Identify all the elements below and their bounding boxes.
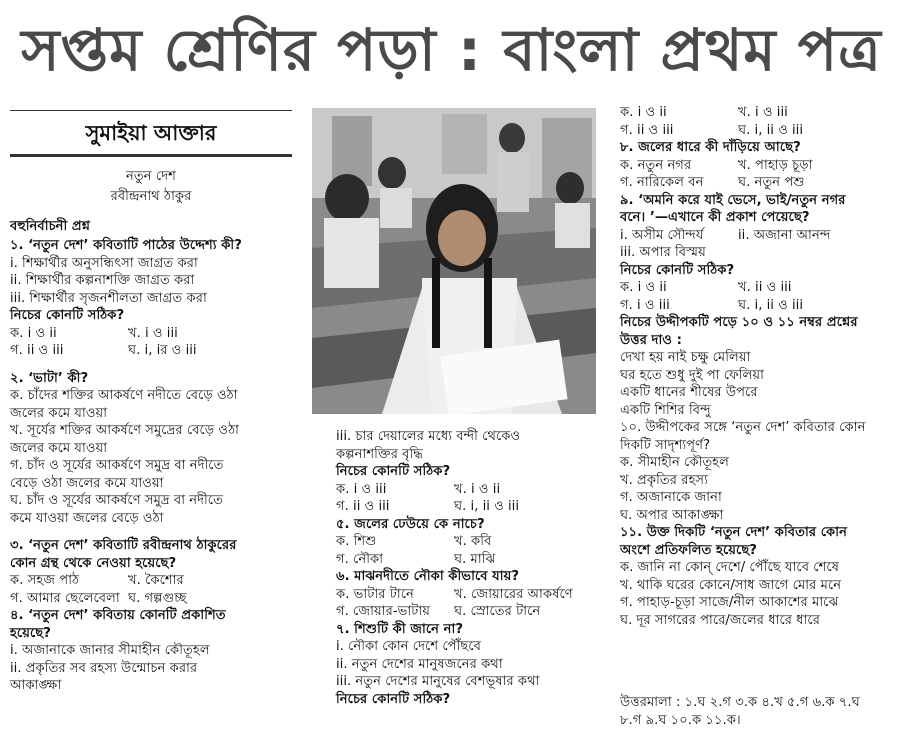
text-line: ক. সীমাহীন কৌতূহল bbox=[620, 455, 730, 470]
option-text: গ. জোয়ার-ভাটায় bbox=[336, 604, 431, 619]
question-line: ৯. ‘অমনি করে যাই ভেসে, ভাই/নতুন নগর bbox=[620, 192, 846, 208]
text-line: আকাঙ্ক্ষা bbox=[10, 678, 62, 693]
text-line bbox=[10, 527, 300, 537]
text-line: দিকটি সাদৃশ্যপূর্ণ? bbox=[620, 437, 711, 453]
text-line: i. নৌকা কোন দেশে পৌঁছবে bbox=[336, 639, 482, 654]
option-text: ঘ. i, ii ও iii bbox=[738, 297, 803, 313]
option-text: ii. অজানা আনন্দ bbox=[738, 227, 831, 243]
column-3-questions bbox=[620, 104, 900, 629]
option-text: ঘ. স্রোতের টানে bbox=[454, 604, 541, 619]
text-line: কমে যাওয়া জলের বেড়ে ওঠা bbox=[10, 510, 164, 526]
text-line: ক. জানি না কোন্ দেশে/ পৌঁছে যাবে শেষে bbox=[620, 560, 839, 575]
option-row bbox=[620, 297, 900, 315]
option-row bbox=[336, 551, 606, 569]
poet-name: রবীন্দ্রনাথ ঠাকুর bbox=[110, 189, 192, 204]
text-line: iii. অপার বিস্ময় bbox=[620, 245, 706, 260]
text-line: একটি শিশির বিন্দু bbox=[620, 402, 711, 418]
option-row bbox=[620, 174, 900, 192]
column-1-questions bbox=[10, 237, 300, 695]
question-line: ১. ‘নতুন দেশ’ কবিতাটি পাঠের উদ্দেশ্য কী? bbox=[10, 238, 242, 253]
exam-hall-photo bbox=[312, 108, 596, 414]
author-name: সুমাইয়া আক্তার bbox=[85, 121, 217, 145]
text-line: গ. চাঁদ ও সূর্যের আকর্ষণে সমুদ্র বা নদীতে bbox=[10, 458, 224, 473]
text-line: খ. প্রকৃতির রহস্য bbox=[620, 472, 708, 488]
question-line: উত্তর দাও : bbox=[620, 332, 682, 348]
option-text: গ. ii ও iii bbox=[620, 122, 674, 138]
text-line: ঘ. অপার আকাঙ্ক্ষা bbox=[620, 507, 724, 523]
option-row bbox=[10, 572, 300, 590]
text-line: জলের কমে যাওয়া bbox=[10, 405, 108, 421]
text-line: ঘ. চাঁদ ও সূর্যের আকর্ষণে সমুদ্র বা নদীতে bbox=[10, 493, 223, 508]
option-text: খ. i ও iii bbox=[738, 105, 788, 120]
option-row bbox=[10, 590, 300, 608]
option-text: ক. i ও ii bbox=[10, 325, 57, 341]
option-text: গ. i ও iii bbox=[620, 297, 670, 313]
text-line: ১০. উদ্দীপকের সঙ্গে ‘নতুন দেশ’ কবিতার কোন bbox=[620, 420, 866, 435]
poem-title: নতুন দেশ bbox=[126, 169, 176, 184]
text-line: ঘর হতে শুধু দুই পা ফেলিয়া bbox=[620, 367, 764, 383]
option-text: খ. পাহাড় চূড়া bbox=[738, 157, 813, 173]
option-row bbox=[10, 325, 300, 343]
option-text: খ. i ও iii bbox=[128, 325, 178, 341]
option-text: ক. ভাটার টানে bbox=[336, 586, 414, 602]
question-line: নিচের কোনটি সঠিক? bbox=[10, 308, 125, 323]
question-line: নিচের উদ্দীপকটি পড়ে ১০ ও ১১ নম্বর প্রশ্নের bbox=[620, 315, 858, 330]
option-text: ক. নতুন নগর bbox=[620, 157, 692, 173]
text-line: খ. সূর্যের শক্তির আকর্ষণে সমুদ্রের বেড়ে ওঠা bbox=[10, 423, 239, 438]
section-heading: বহুনির্বাচনী প্রশ্ন bbox=[10, 219, 91, 234]
option-text: ক. i ও ii bbox=[620, 280, 667, 295]
text-line: গ. পাহাড়-চূড়া সাজে/নীল আকাশের মাঝে bbox=[620, 595, 839, 610]
option-text: ক. i ও ii bbox=[620, 105, 667, 120]
text-line: i. অজানাকে জানার সীমাহীন কৌতূহল bbox=[10, 643, 210, 658]
text-line: ii. নতুন দেশের মানুষজনের কথা bbox=[336, 656, 503, 672]
text-line: কল্পনাশক্তির বৃদ্ধি bbox=[336, 446, 423, 462]
text-line: জলের কমে যাওয়া bbox=[10, 440, 108, 456]
question-line: ৭. শিশুটি কী জানে না? bbox=[336, 621, 463, 637]
option-text: খ. ii ও iii bbox=[738, 280, 792, 295]
author-top-rule bbox=[10, 110, 292, 111]
text-line: ii. প্রকৃতির সব রহস্য উন্মোচন করার bbox=[10, 660, 198, 676]
option-text: ঘ. i, ii ও iii bbox=[454, 499, 519, 514]
option-row bbox=[336, 498, 606, 516]
question-line: ১১. উক্ত দিকটি ‘নতুন দেশ’ কবিতার কোন bbox=[620, 525, 847, 540]
option-row bbox=[336, 603, 606, 621]
option-text: গ. নৌকা bbox=[336, 551, 384, 567]
option-row bbox=[10, 342, 300, 360]
question-line: ৮. জলের ধারে কী দাঁড়িয়ে আছে? bbox=[620, 140, 801, 155]
option-text: গ. নারিকেল বন bbox=[620, 175, 704, 190]
question-line: কোন গ্রন্থ থেকে নেওয়া হয়েছে? bbox=[10, 555, 177, 571]
page-title: সপ্তম শ্রেণির পড়া : বাংলা প্রথম পত্র bbox=[21, 16, 882, 84]
option-row bbox=[620, 227, 900, 245]
option-text: খ. কৈশোর bbox=[128, 573, 184, 588]
option-row bbox=[620, 104, 900, 122]
option-text: ঘ. i, iর ও iii bbox=[128, 343, 197, 358]
question-line: নিচের কোনটি সঠিক? bbox=[336, 691, 451, 707]
question-line: ৪. ‘নতুন দেশ’ কবিতায় কোনটি প্রকাশিত bbox=[10, 608, 226, 623]
text-line: বেড়ে ওঠা জলের কমে যাওয়া bbox=[10, 475, 164, 491]
option-text: গ. আমার ছেলেবেলা bbox=[10, 590, 120, 606]
option-row bbox=[336, 481, 606, 499]
question-line: নিচের কোনটি সঠিক? bbox=[620, 262, 735, 278]
text-line: ঘ. দূর সাগরের পারে/জলের ধারে ধারে bbox=[620, 612, 820, 628]
text-line bbox=[10, 360, 300, 370]
question-line: ৫. জলের ঢেউয়ে কে নাচে? bbox=[336, 516, 485, 532]
text-line: একটি ধানের শীষের উপরে bbox=[620, 385, 758, 400]
option-text: ঘ. গল্পগুচ্ছ bbox=[128, 590, 187, 606]
option-text: খ. জোয়ারের আকর্ষণে bbox=[454, 586, 573, 602]
option-row bbox=[620, 279, 900, 297]
option-row bbox=[336, 586, 606, 604]
text-line: iii. নতুন দেশের মানুষের বেশভূষার কথা bbox=[336, 674, 540, 689]
text-line: ii. শিক্ষার্থীর কল্পনাশক্তি জাগ্রত করা bbox=[10, 273, 195, 288]
option-text: ক. সহজ পাঠ bbox=[10, 573, 80, 588]
option-text: ঘ. নতুন পশু bbox=[738, 175, 805, 190]
text-line: iii. চার দেয়ালের মধ্যে বন্দী থেকেও bbox=[336, 429, 521, 444]
question-line: ২. ‘ভাটা’ কী? bbox=[10, 370, 89, 386]
option-row bbox=[336, 533, 606, 551]
text-line: দেখা হয় নাই চক্ষু মেলিয়া bbox=[620, 350, 751, 365]
option-text: ঘ. i, ii ও iii bbox=[738, 122, 803, 138]
option-text: ঘ. মাঝি bbox=[454, 551, 496, 567]
text-line: খ. থাকি ঘরের কোনে/সাধ জাগে মোর মনে bbox=[620, 577, 842, 593]
question-line: হয়েছে? bbox=[10, 625, 51, 641]
question-line: ৬. মাঝনদীতে নৌকা কীভাবে যায়? bbox=[336, 569, 520, 584]
answer-line-2: ৮.গ ৯.ঘ ১০.ক ১১.ক। bbox=[620, 712, 741, 728]
answer-line-1: উত্তরমালা : ১.ঘ ২.গ ৩.ক ৪.খ ৫.গ ৬.ক ৭.ঘ bbox=[620, 695, 860, 710]
option-row bbox=[620, 122, 900, 140]
option-text: ক. শিশু bbox=[336, 534, 377, 549]
text-line: iii. শিক্ষার্থীর সৃজনশীলতা জাগ্রত করা bbox=[10, 290, 207, 306]
text-line: i. শিক্ষার্থীর অনুসন্ধিৎসা জাগ্রত করা bbox=[10, 255, 198, 271]
column-2-questions bbox=[336, 428, 606, 708]
option-text: খ. কবি bbox=[454, 534, 492, 549]
option-row bbox=[620, 157, 900, 175]
text-line: গ. অজানাকে জানা bbox=[620, 490, 722, 505]
author-bottom-rule bbox=[10, 154, 292, 157]
text-line: ক. চাঁদের শক্তির আকর্ষণে নদীতে বেড়ে ওঠা bbox=[10, 388, 238, 403]
question-line: বনে। ’—এখানে কী প্রকাশ পেয়েছে? bbox=[620, 210, 810, 225]
option-text: গ. ii ও iii bbox=[336, 499, 390, 514]
option-text: i. অসীম সৌন্দর্য bbox=[620, 227, 704, 243]
answer-key bbox=[620, 694, 900, 729]
option-text: খ. i ও ii bbox=[454, 481, 501, 497]
option-text: গ. ii ও iii bbox=[10, 343, 64, 358]
question-line: নিচের কোনটি সঠিক? bbox=[336, 464, 451, 479]
question-line: ৩. ‘নতুন দেশ’ কবিতাটি রবীন্দ্রনাথ ঠাকুরের bbox=[10, 538, 237, 553]
question-line: অংশে প্রতিফলিত হয়েছে? bbox=[620, 542, 757, 558]
option-text: ক. i ও iii bbox=[336, 481, 387, 497]
